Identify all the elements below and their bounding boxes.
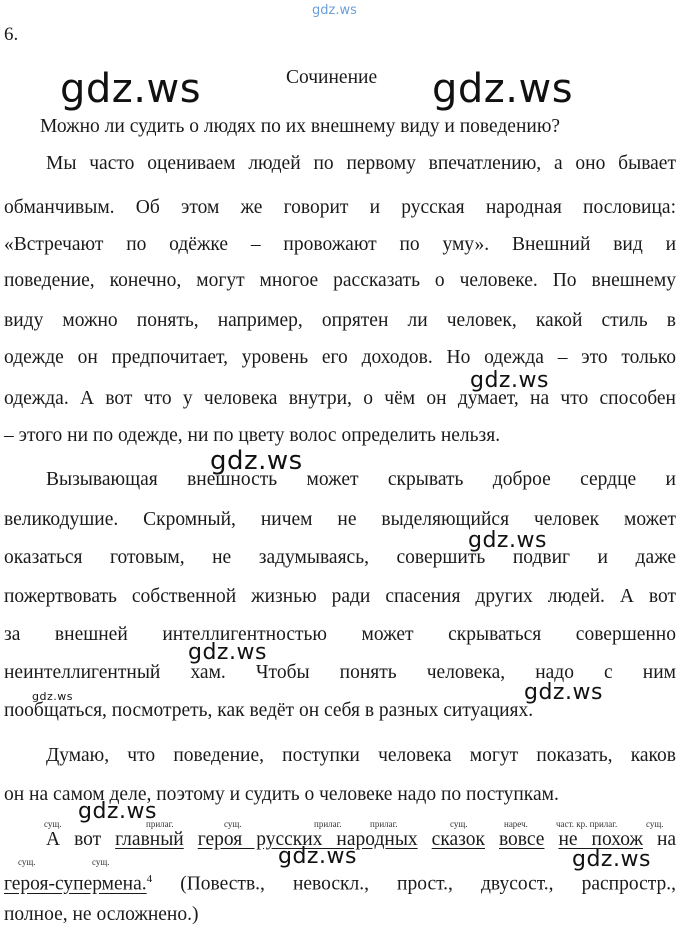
watermark-top: gdz.ws <box>312 3 357 18</box>
watermark-small: gdz.ws <box>32 690 73 703</box>
watermark-mid-5: gdz.ws <box>524 680 603 705</box>
text-line: поведение, конечно, могут многое рассказать о человеке. По внешнему <box>4 270 676 291</box>
text-line: Думаю, что поведение, поступки человека могут показать, каков <box>46 745 676 766</box>
text-line: – этого ни по одежде, ни по цвету волос определить нельзя. <box>4 425 501 446</box>
sentence-word: героя-супермена. <box>4 873 147 895</box>
sentence-word: на <box>656 829 677 850</box>
pos-label: сущ. <box>92 857 110 867</box>
sentence-word: главный <box>115 829 184 850</box>
sentence-word: не похож <box>558 829 643 850</box>
pos-label: нареч. <box>504 819 528 829</box>
task-number: 6. <box>4 24 19 45</box>
pos-label: сущ. <box>44 819 62 829</box>
pos-label: прилаг. <box>314 819 342 829</box>
text-line: пожертвовать собственной жизнью ради спасения других людей. А вот <box>4 586 676 607</box>
pos-label: сущ. <box>450 819 468 829</box>
text-line: виду можно понять, например, опрятен ли человек, какой стиль в <box>4 310 676 331</box>
parsed-sentence-line-2 <box>4 868 676 896</box>
watermark-mid-8: gdz.ws <box>572 847 651 872</box>
footnote-mark: 4 <box>146 873 153 885</box>
pos-label: част. кр. прилаг. <box>556 819 618 829</box>
essay-question: Можно ли судить о людях по их внешнему виду и поведению? <box>40 116 561 137</box>
text-line: неинтеллигентный хам. Чтобы понять человека, надо с ним <box>4 662 676 683</box>
pos-label: прилаг. <box>146 819 174 829</box>
text-line: великодушие. Скромный, ничем не выделяющийся человек может <box>4 509 676 530</box>
parsed-sentence-line-3: полное, не осложнено.) <box>4 904 199 925</box>
text-line: он на самом деле, поэтому и судить о человеке надо по поступкам. <box>4 784 559 805</box>
pos-label: сущ. <box>646 819 664 829</box>
sentence-word: вовсе <box>498 829 545 850</box>
pos-label: прилаг. <box>370 819 398 829</box>
watermark-mid-1: gdz.ws <box>470 368 549 393</box>
text-line: пообщаться, посмотреть, как ведёт он себя в разных ситуациях. <box>4 700 534 721</box>
watermark-mid-3: gdz.ws <box>468 528 547 553</box>
pos-label: сущ. <box>18 857 36 867</box>
text-line: обманчивым. Об этом же говорит и русская народная пословица: <box>4 197 676 218</box>
parsed-sentence-line-1 <box>46 829 676 851</box>
text-line: Мы часто оцениваем людей по первому впечатлению, а оно бывает <box>46 153 676 174</box>
watermark-big-right: gdz.ws <box>432 66 574 112</box>
watermark-mid-2: gdz.ws <box>210 446 303 476</box>
sentence-word: сказок <box>431 829 485 850</box>
essay-title: Сочинение <box>286 67 378 88</box>
watermark-mid-7: gdz.ws <box>278 844 357 869</box>
pos-label: сущ. <box>224 819 242 829</box>
text-line: оказаться готовым, не задумываясь, совершить подвиг и даже <box>4 547 676 568</box>
watermark-mid-4: gdz.ws <box>188 640 267 665</box>
sentence-word: А вот <box>46 829 102 850</box>
watermark-mid-6: gdz.ws <box>78 799 157 824</box>
text-line: «Встречают по одёжке – провожают по уму». Внешний вид и <box>4 234 676 255</box>
text-line: одежде он предпочитает, уровень его доходов. Но одежда – это только <box>4 347 676 368</box>
text-line: Вызывающая внешность может скрывать доброе сердце и <box>46 469 676 490</box>
text-line: одежда. А вот что у человека внутри, о чём он думает, на что способен <box>4 388 676 409</box>
watermark-big-left: gdz.ws <box>60 66 202 112</box>
text-line: за внешней интеллигентностью может скрываться совершенно <box>4 624 676 645</box>
sentence-word: героя русских народных <box>197 829 418 850</box>
sentence-characteristics: (Повеств., невоскл., прост., двусост., распростр., <box>180 873 677 895</box>
